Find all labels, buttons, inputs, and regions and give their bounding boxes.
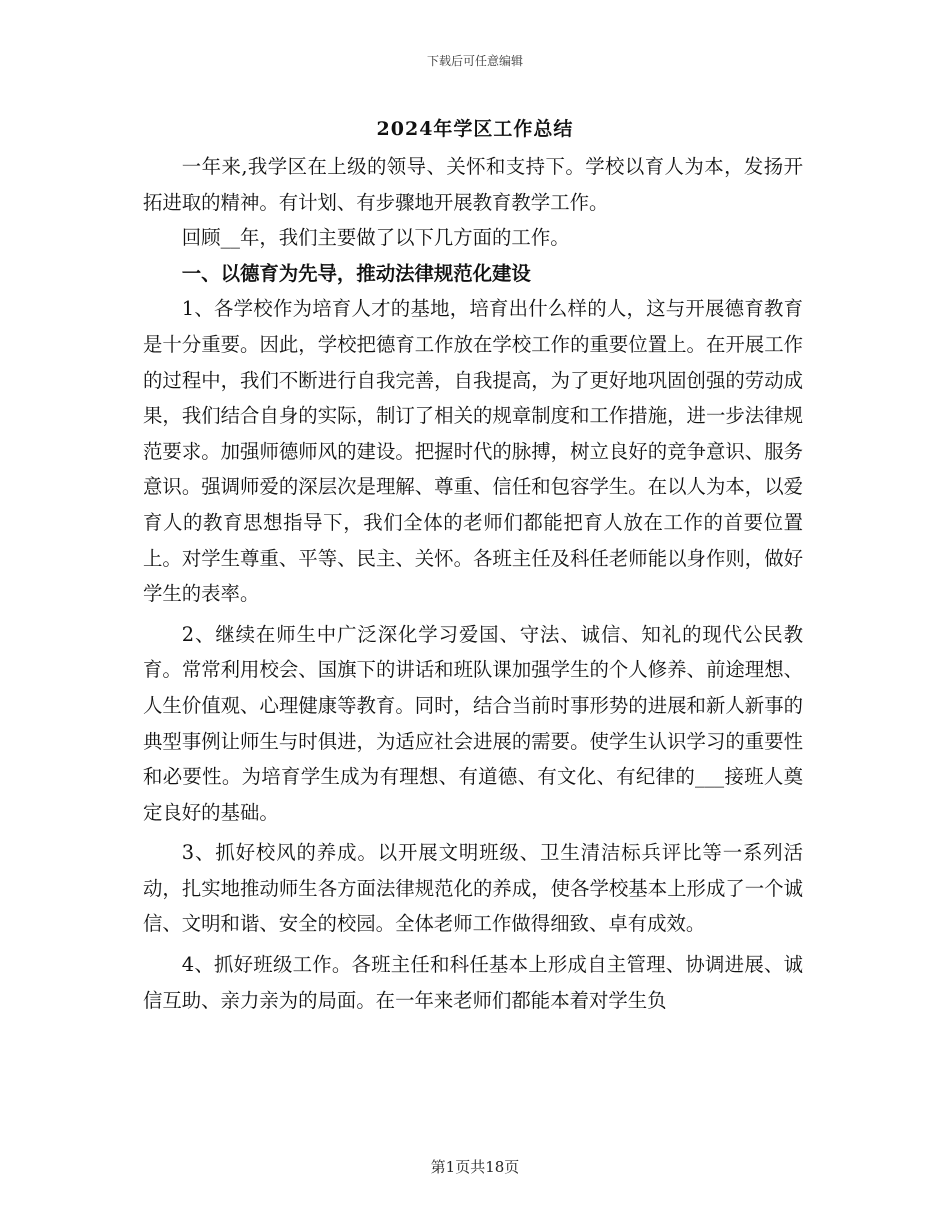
document-title: 2024年学区工作总结 — [376, 118, 574, 140]
section-heading: 一、以德育为先导，推动法律规范化建设 — [181, 261, 531, 285]
document-body — [143, 149, 803, 1018]
paragraph-item-1: 1、各学校作为培育人才的基地，培育出什么样的人，这与开展德育教育是十分重要。因此，学校把德育工作放在学校工作的重要位置上。在开展工作的过程中，我们不断进行自我完善，自我提高，为了更好地巩固创强的劳动成果，我们结合自身的实际，制订了相关的规章制度和工作措施，进一步法律规范要求。加强师德师风的建设。把握时代的脉搏，树立良好的竞争意识、服务意识。强调师爱的深层次是理解、尊重、信任和包容学生。在以人为本，以爱育人的教育思想指导下，我们全体的老师们都能把育人放在工作的首要位置上。对学生尊重、平等、民主、关怀。各班主任及科任老师能以身作则，做好学生的表率。 — [143, 297, 803, 606]
header-note: 下载后可任意编辑 — [426, 54, 523, 68]
paragraph-item-3: 3、抓好校风的养成。以开展文明班级、卫生清洁标兵评比等一系列活动，扎实地推动师生各方面法律规范化的养成，使各学校基本上形成了一个诚信、文明和谐、安全的校园。全体老师工作做得细致、卓有成效。 — [143, 841, 803, 936]
page-footer: 第1页共18页 — [430, 1158, 520, 1176]
paragraph-intro: 一年来,我学区在上级的领导、关怀和支持下。学校以育人为本，发扬开拓进取的精神。有计划、有步骤地开展教育教学工作。 — [143, 155, 803, 214]
paragraph-item-4: 4、抓好班级工作。各班主任和科任基本上形成自主管理、协调进展、诚信互助、亲力亲为的局面。在一年来老师们都能本着对学生负 — [143, 953, 803, 1012]
paragraph-item-2: 2、继续在师生中广泛深化学习爱国、守法、诚信、知礼的现代公民教育。常常利用校会、国旗下的讲话和班队课加强学生的个人修养、前途理想、人生价值观、心理健康等教育。同时，结合当前时事形势的进展和新人新事的典型事例让师生与时俱进，为适应社会进展的需要。使学生认识学习的重要性和必要性。为培育学生成为有理想、有道德、有文化、有纪律的___接班人奠定良好的基础。 — [143, 622, 803, 824]
paragraph-review: 回顾__年，我们主要做了以下几方面的工作。 — [181, 226, 570, 250]
